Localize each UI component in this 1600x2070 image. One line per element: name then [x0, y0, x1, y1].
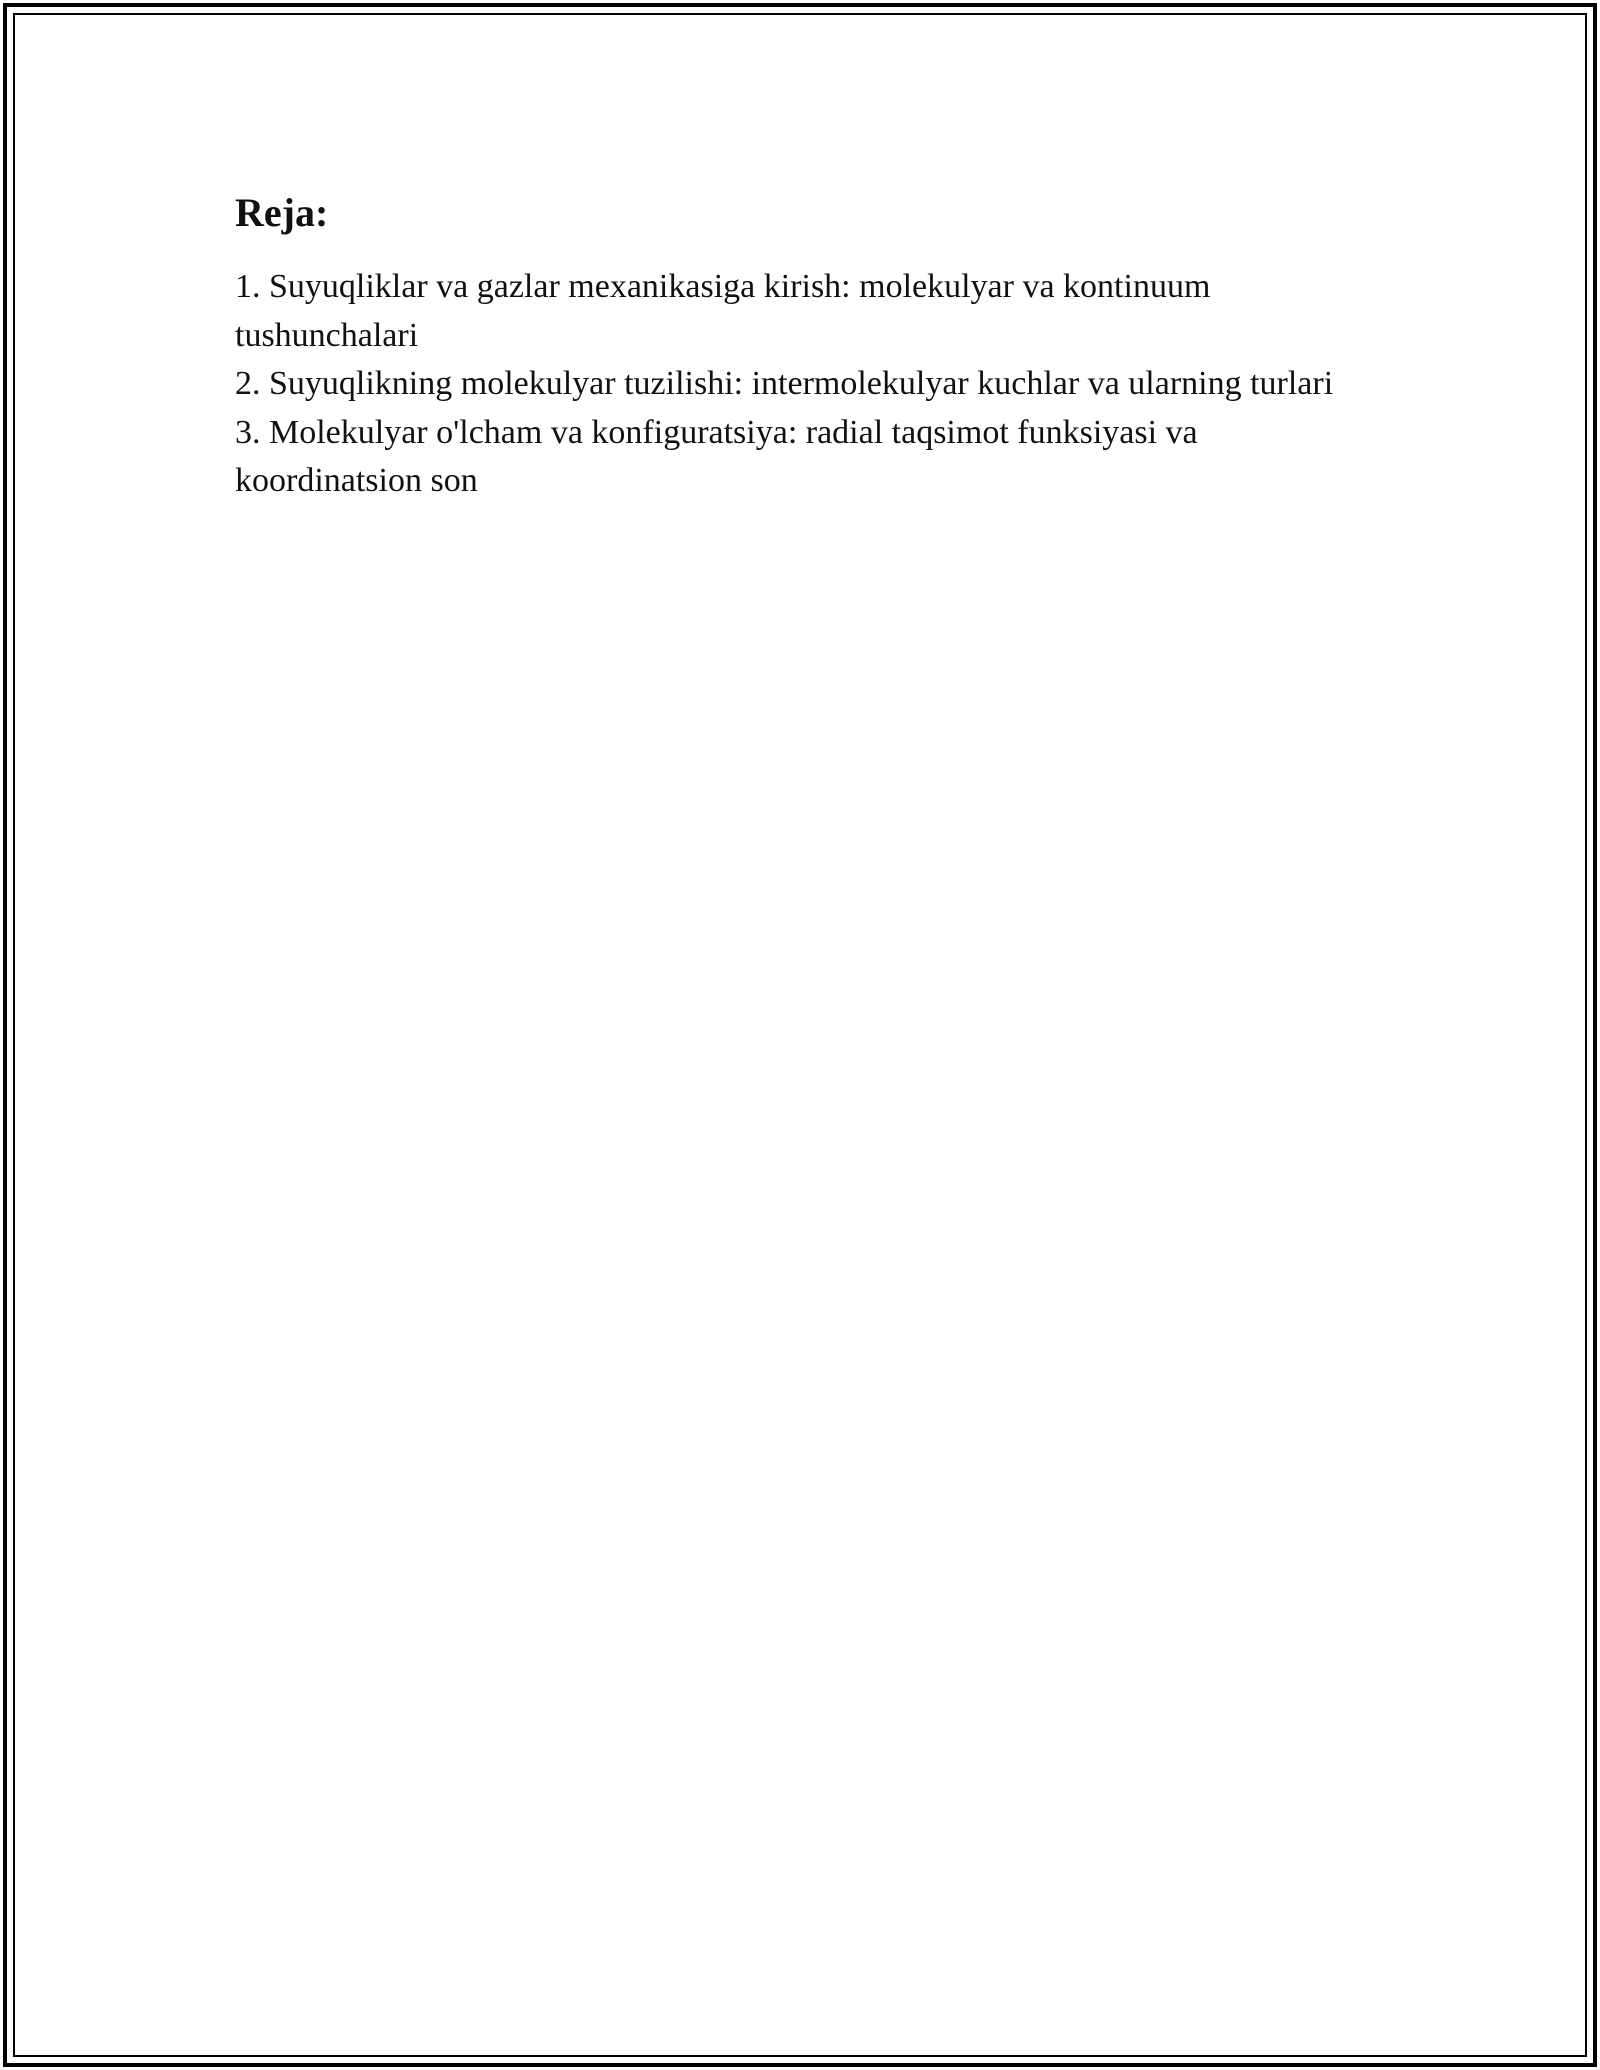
- plan-item-2: 2. Suyuqlikning molekulyar tuzilishi: intermolekulyar kuchlar va ularning turlari: [235, 365, 1334, 402]
- document-content: [235, 185, 1365, 506]
- plan-heading: Reja:: [235, 190, 329, 235]
- plan-item-3: 3. Molekulyar o'lcham va konfiguratsiya: radial taqsimot funksiyasi va koordinatsion son: [235, 413, 1198, 499]
- plan-list: [235, 263, 1365, 506]
- plan-item-1: 1. Suyuqliklar va gazlar mexanikasiga kirish: molekulyar va kontinuum tushunchalari: [235, 268, 1211, 354]
